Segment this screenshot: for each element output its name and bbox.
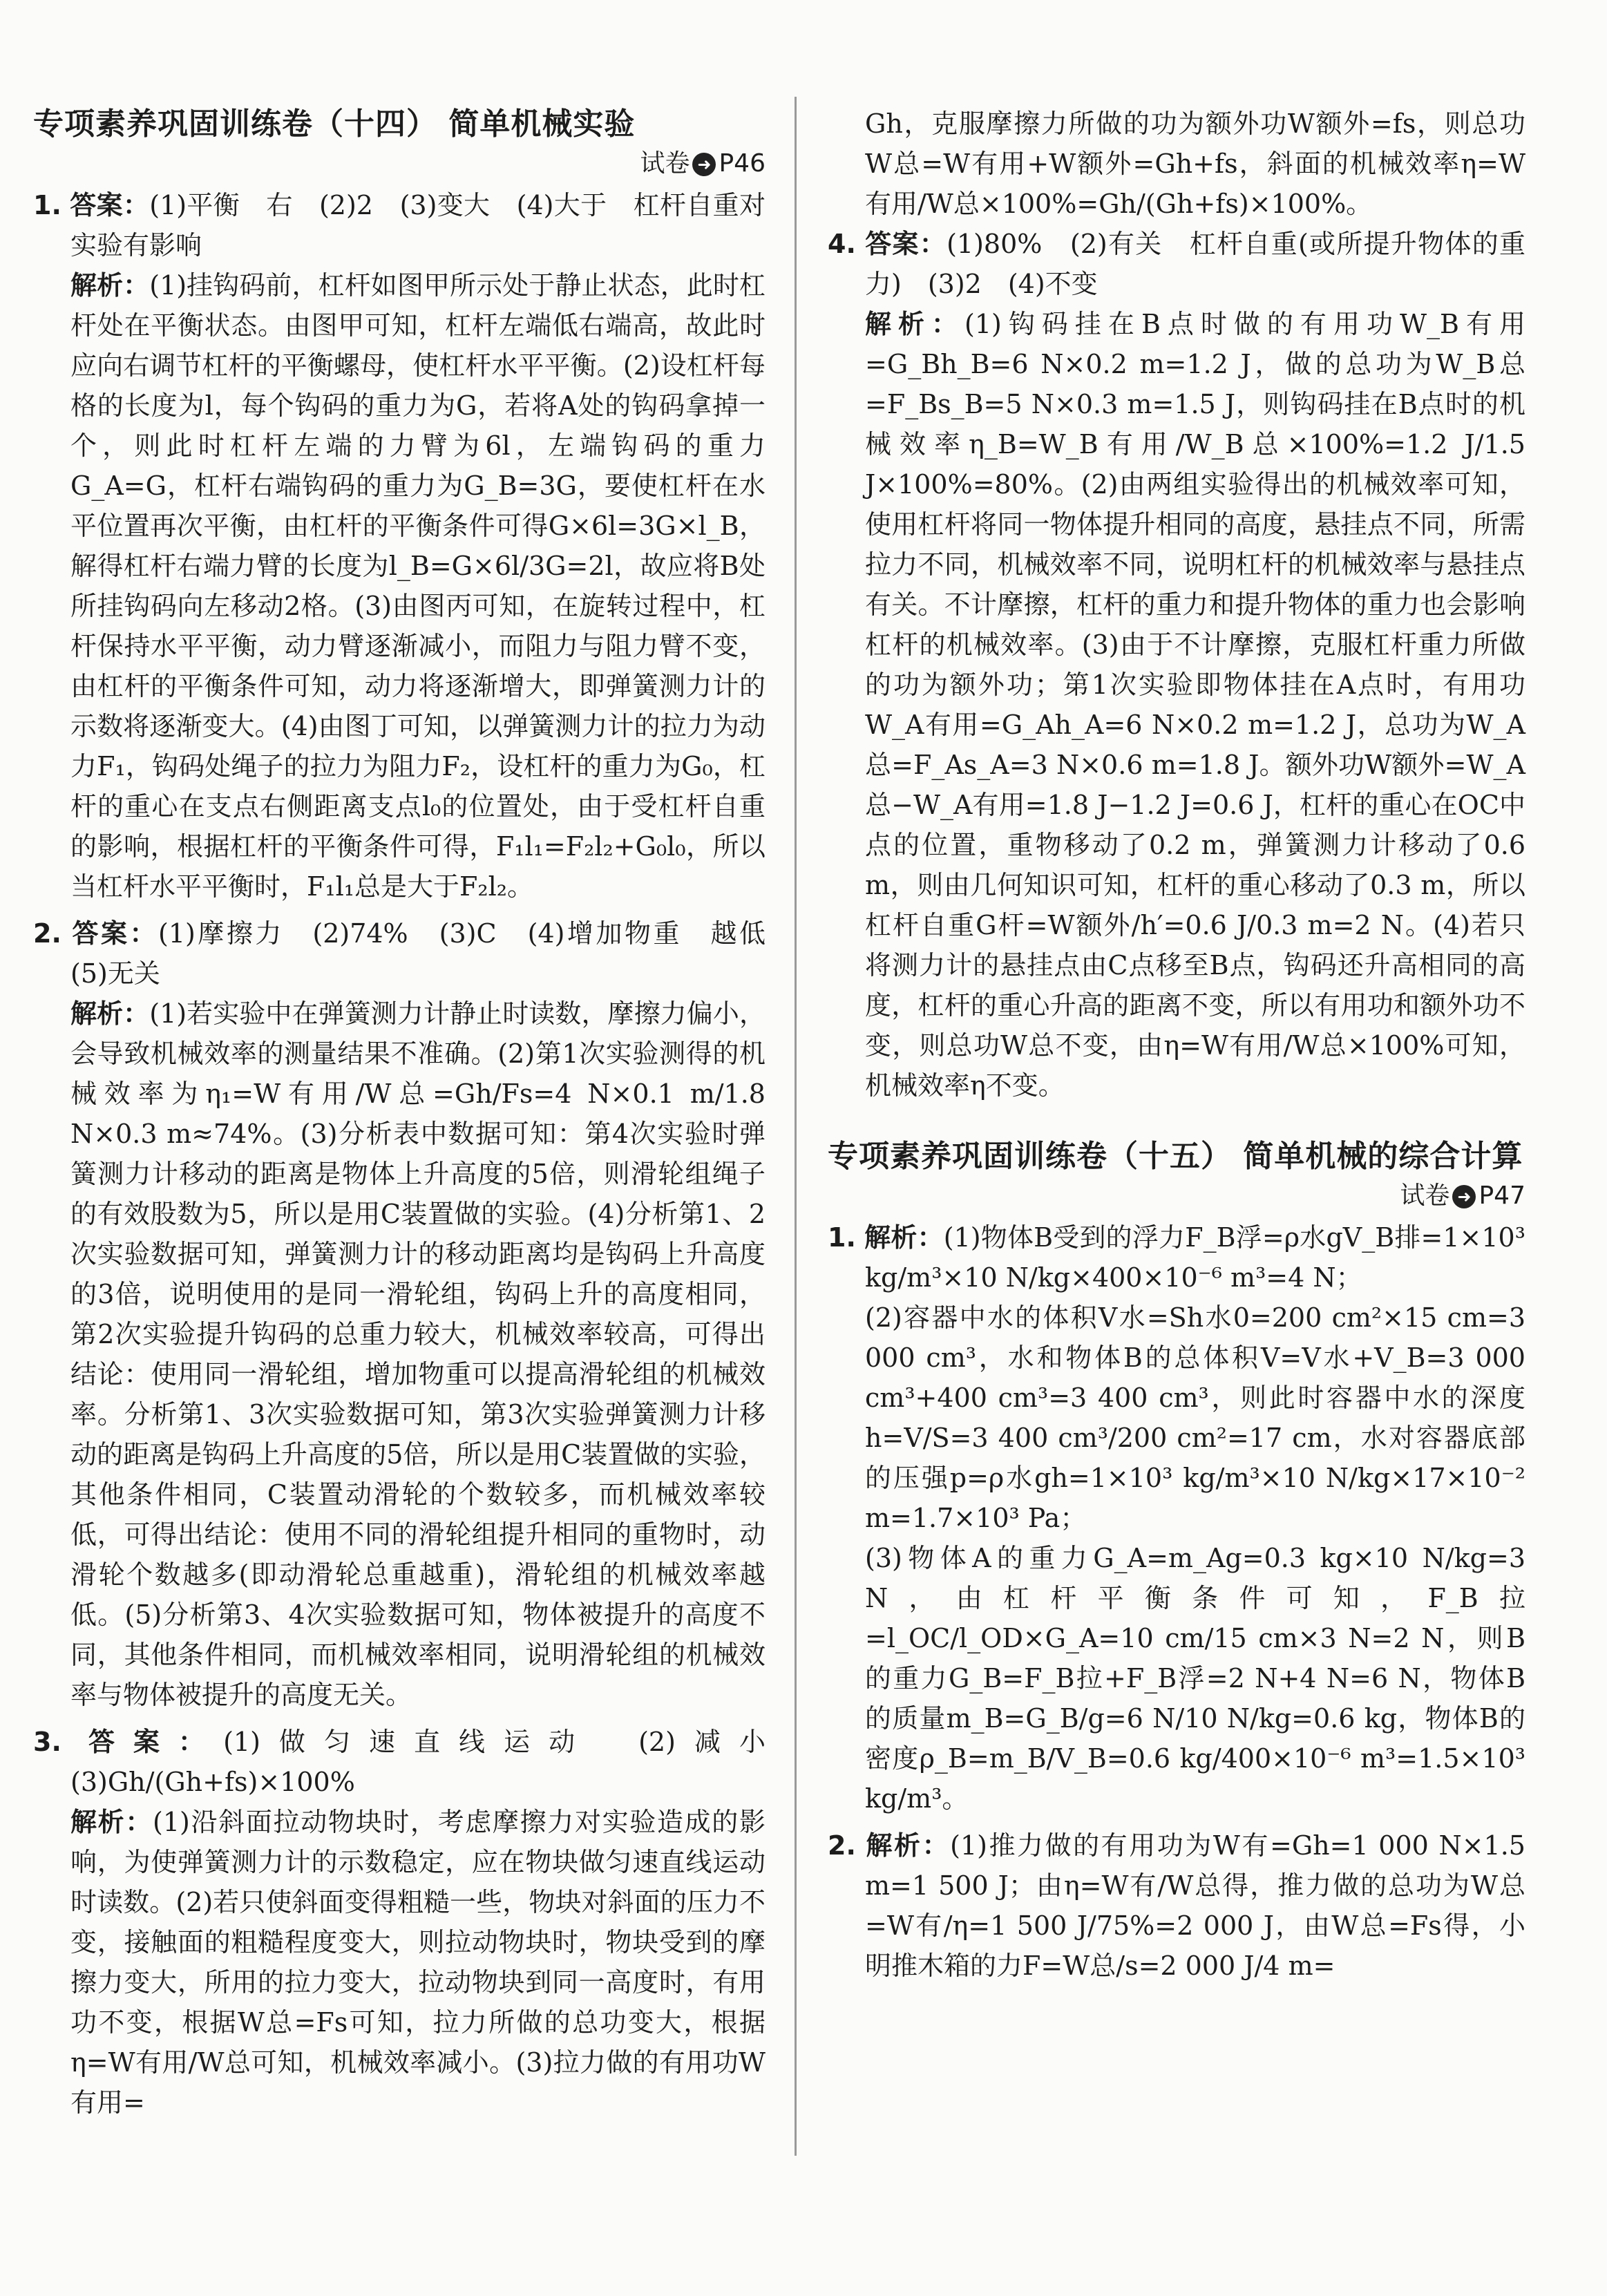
analysis-label: 解析： bbox=[70, 998, 150, 1029]
ref-prefix: 试卷 bbox=[1400, 1182, 1450, 1210]
question-number: 4. bbox=[828, 229, 856, 259]
arrow-right-icon: ➜ bbox=[1452, 1185, 1476, 1208]
analysis-label: 解析： bbox=[70, 1807, 153, 1837]
question-number: 3. bbox=[33, 1727, 61, 1757]
analysis-line-3: (3)物体A的重力G_A=m_Ag=0.3 kg×10 N/kg=3 N，由杠杆平衡条件可知，F_B拉=l_OC/l_OD×G_A=10 cm/15 cm×3 N=2 N，则B的重力G_B=F_B拉+F_B浮=2 N+4 N=6 N，物体B的质量m_B=G_B/g=6 N/10 N/kg=0.6 kg，物体B的密度ρ_B=m_B/V_B=0.6 kg/400×10⁻⁶ m³=1.5×10³ kg/m³。 bbox=[865, 1543, 1525, 1814]
question-3 bbox=[33, 1722, 792, 2123]
answer-label: 答案： bbox=[865, 229, 947, 259]
analysis-label: 解析： bbox=[70, 270, 150, 301]
analysis-text: (1)挂钩码前，杠杆如图甲所示处于静止状态，此时杠杆处在平衡状态。由图甲可知，杠杆左端低右端高，故此时应向右调节杠杆的平衡螺母，使杠杆水平平衡。(2)设杠杆每格的长度为l，每个钩码的重力为G，若将A处的钩码拿掉一个，则此时杠杆左端的力臂为6l，左端钩码的重力G_A=G，杠杆右端钩码的重力为G_B=3G，要使杠杆在水平位置再次平衡，由杠杆的平衡条件可得G×6l=3G×l_B，解得杠杆右端力臂的长度为l_B=G×6l/3G=2l，故应将B处所挂钩码向左移动2格。(3)由图丙可知，在旋转过程中，杠杆保持水平平衡，动力臂逐渐减小，而阻力与阻力臂不变，由杠杆的平衡条件可知，动力将逐渐增大，即弹簧测力计的示数将逐渐变大。(4)由图丁可知，以弹簧测力计的拉力为动力F₁，钩码处绳子的拉力为阻力F₂，设杠杆的重力为G₀，杠杆的重心在支点右侧距离支点l₀的位置处，由于受杠杆自重的影响，根据杠杆的平衡条件可得，F₁l₁=F₂l₂+G₀l₀，所以当杠杆水平平衡时，F₁l₁总是大于F₂l₂。 bbox=[70, 270, 766, 902]
answer-text: (1)做匀速直线运动 (2)减小 (3)Gh/(Gh+fs)×100% bbox=[70, 1727, 792, 1797]
analysis-text-continued: Gh，克服摩擦力所做的功为额外功W额外=fs，则总功W总=W有用+W额外=Gh+fs，斜面的机械效率η=W有用/W总×100%=Gh/(Gh+fs)×100%。 bbox=[865, 108, 1525, 219]
question-number: 1. bbox=[33, 190, 61, 220]
answer-text: (1)80% (2)有关 杠杆自重(或所提升物体的重力) (3)2 (4)不变 bbox=[865, 229, 1525, 299]
analysis-text: (1)钩码挂在B点时做的有用功W_B有用=G_Bh_B=6 N×0.2 m=1.2 J，做的总功为W_B总=F_Bs_B=5 N×0.3 m=1.5 J，则钩码挂在B点时的机械效率η_B=W_B有用/W_B总×100%=1.2 J/1.5 J×100%=80%。(2)由两组实验得出的机械效率可知，使用杠杆将同一物体提升相同的高度，悬挂点不同，所需拉力不同，机械效率不同，说明杠杆的机械效率与悬挂点有关。不计摩擦，杠杆的重力和提升物体的重力也会影响杠杆的机械效率。(3)由于不计摩擦，克服杠杆重力所做的功为额外功；第1次实验即物体挂在A点时，有用功W_A有用=G_Ah_A=6 N×0.2 m=1.2 J，总功为W_A总=F_As_A=3 N×0.6 m=1.8 J。额外功W额外=W_A总−W_A有用=1.8 J−1.2 J=0.6 J，杠杆的重心在OC中点的位置，重物移动了0.2 m，弹簧测力计移动了0.6 m，则由几何知识可知，杠杆的重心移动了0.3 m，所以杠杆自重G杆=W额外/h′=0.6 J/0.3 m=2 N。(4)若只将测力计的悬挂点由C点移至B点，钩码还升高相同的高度，杠杆的重心升高的距离不变，所以有用功和额外功不变，则总功W总不变，由η=W有用/W总×100%可知，机械效率η不变。 bbox=[865, 309, 1525, 1101]
problem-number: 1. bbox=[828, 1222, 856, 1253]
analysis-line-1: (1)物体B受到的浮力F_B浮=ρ水gV_B排=1×10³ kg/m³×10 N/kg×400×10⁻⁶ m³=4 N； bbox=[865, 1222, 1525, 1293]
question-2 bbox=[33, 913, 792, 1715]
section-15-title: 专项素养巩固训练卷（十五） 简单机械的综合计算 bbox=[828, 1139, 1523, 1174]
analysis-text: (1)推力做的有用功为W有=Gh=1 000 N×1.5 m=1 500 J；由η=W有/W总得，推力做的总功为W总=W有/η=1 500 J/75%=2 000 J，由W总=Fs得，小明推木箱的力F=W总/s=2 000 J/4 m= bbox=[865, 1830, 1525, 1981]
analysis-label: 解析： bbox=[865, 309, 965, 339]
analysis-label: 解析： bbox=[866, 1830, 951, 1861]
column-divider bbox=[795, 97, 797, 2156]
ref-page: P46 bbox=[719, 149, 766, 178]
problem-2 bbox=[828, 1825, 1525, 1986]
arrow-right-icon: ➜ bbox=[692, 153, 716, 176]
section-14-title: 专项素养巩固训练卷（十四） 简单机械实验 bbox=[33, 106, 636, 142]
analysis-line-2: (2)容器中水的体积V水=Sh水0=200 cm²×15 cm=3 000 cm³，水和物体B的总体积V=V水+V_B=3 000 cm³+400 cm³=3 400 cm³，则此时容器中水的深度h=V/S=3 400 cm³/200 cm²=17 cm，水对容器底部的压强p=ρ水gh=1×10³ kg/m³×10 N/kg×17×10⁻² m=1.7×10³ Pa； bbox=[865, 1302, 1525, 1533]
answer-label: 答案： bbox=[70, 190, 150, 220]
left-column bbox=[33, 104, 792, 2129]
answer-label: 答案： bbox=[72, 918, 159, 949]
answer-text: (1)平衡 右 (2)2 (3)变大 (4)大于 杠杆自重对实验有影响 bbox=[70, 190, 766, 260]
answer-label: 答案： bbox=[88, 1727, 224, 1757]
analysis-text: (1)若实验中在弹簧测力计静止时读数，摩擦力偏小，会导致机械效率的测量结果不准确。(2)第1次实验测得的机械效率为η₁=W有用/W总=Gh/Fs=4 N×0.1 m/1.8 N×0.3 m≈74%。(3)分析表中数据可知：第4次实验时弹簧测力计移动的距离是物体上升高度的5倍，则滑轮组绳子的有效股数为5，所以是用C装置做的实验。(4)分析第1、2次实验数据可知，弹簧测力计的移动距离均是钩码上升高度的3倍，说明使用的是同一滑轮组，钩码上升的高度相同，第2次实验提升钩码的总重力较大，机械效率较高，可得出结论：使用同一滑轮组，增加物重可以提高滑轮组的机械效率。分析第1、3次实验数据可知，第3次实验弹簧测力计移动的距离是钩码上升高度的5倍，所以是用C装置做的实验，其他条件相同，C装置动滑轮的个数较多，而机械效率较低，可得出结论：使用不同的滑轮组提升相同的重物时，动滑轮个数越多(即动滑轮总重越重)，滑轮组的机械效率越低。(5)分析第3、4次实验数据可知，物体被提升的高度不同，其他条件相同，而机械效率相同，说明滑轮组的机械效率与物体被提升的高度无关。 bbox=[70, 998, 766, 1710]
question-3-continued bbox=[828, 104, 1525, 224]
analysis-text: (1)沿斜面拉动物块时，考虑摩擦力对实验造成的影响，为使弹簧测力计的示数稳定，应在物块做匀速直线运动时读数。(2)若只使斜面变得粗糙一些，物块对斜面的压力不变，接触面的粗糙程度变大，则拉动物块时，物块受到的摩擦力变大，所用的拉力变大，拉动物块到同一高度时，有用功不变，根据W总=Fs可知，拉力所做的总功变大，根据η=W有用/W总可知，机械效率减小。(3)拉力做的有用功W有用= bbox=[70, 1807, 766, 2118]
answer-text: (1)摩擦力 (2)74% (3)C (4)增加物重 越低 (5)无关 bbox=[70, 918, 792, 989]
ref-prefix: 试卷 bbox=[640, 149, 690, 178]
ref-page: P47 bbox=[1478, 1182, 1525, 1210]
question-number: 2. bbox=[33, 918, 61, 949]
question-4 bbox=[828, 224, 1525, 1106]
problem-1 bbox=[828, 1217, 1525, 1819]
section-14-ref bbox=[33, 146, 766, 181]
analysis-label: 解析： bbox=[864, 1222, 944, 1253]
question-1 bbox=[33, 185, 766, 907]
section-15-ref bbox=[828, 1179, 1525, 1213]
problem-number: 2. bbox=[828, 1830, 856, 1861]
right-column bbox=[828, 104, 1525, 1993]
